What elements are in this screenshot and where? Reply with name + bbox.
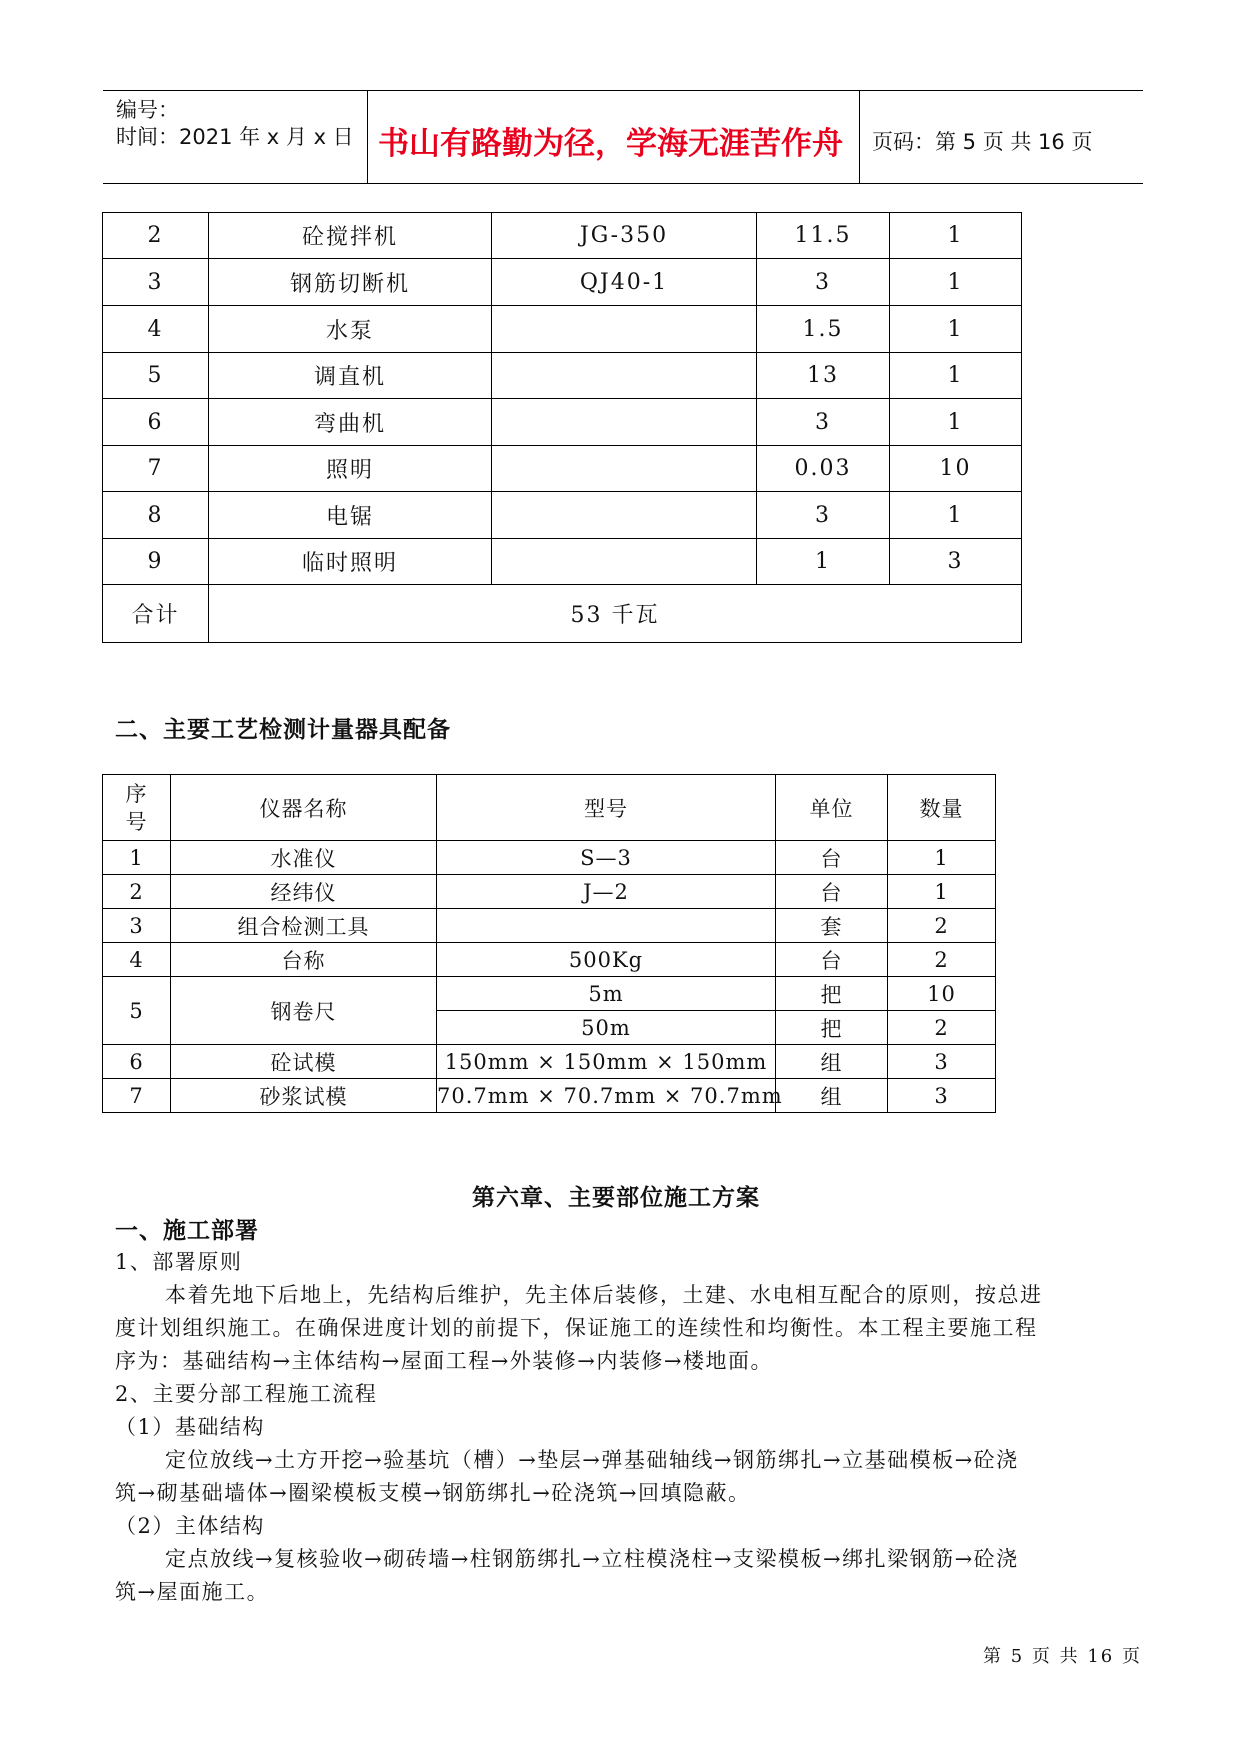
table-row: [103, 306, 1022, 353]
paragraph-line: 度计划组织施工。在确保进度计划的前提下，保证施工的连续性和均衡性。本工程主要施工程: [115, 1316, 1038, 1340]
paragraph-line: 定点放线→复核验收→砌砖墙→柱钢筋绑扎→立柱模浇柱→支梁模板→绑扎梁钢筋→砼浇: [165, 1547, 1019, 1571]
section-heading-instruments: 二、主要工艺检测计量器具配备: [115, 717, 451, 743]
equipment-qty: 1: [890, 353, 1022, 399]
instrument-model: 70.7mm × 70.7mm × 70.7mm: [437, 1079, 776, 1113]
row-no: 5: [103, 977, 171, 1045]
instrument-qty: 3: [888, 1045, 996, 1079]
table-row: [103, 213, 1022, 259]
equipment-qty: 10: [890, 446, 1022, 492]
row-no: 7: [103, 446, 209, 492]
header-bottom-rule: [103, 183, 1143, 184]
instrument-name: 砼试模: [171, 1045, 437, 1079]
paragraph-line: 筑→屋面施工。: [115, 1580, 270, 1604]
row-no: 4: [103, 943, 171, 977]
row-no: 9: [103, 539, 209, 585]
instrument-model: [437, 909, 776, 943]
header-model: 型号: [437, 775, 776, 841]
table-row: [103, 1079, 996, 1113]
instrument-qty: 2: [888, 943, 996, 977]
header-qty: 数量: [888, 775, 996, 841]
instrument-unit: 组: [776, 1045, 888, 1079]
table-row: [103, 259, 1022, 306]
table-row: [103, 492, 1022, 539]
row-no: 2: [103, 213, 209, 259]
table-row: [103, 841, 996, 875]
row-no: 3: [103, 259, 209, 306]
table-row: [103, 943, 996, 977]
header-motto: 书山有路勤为径，学海无涯苦作舟: [378, 126, 843, 162]
paragraph-title: 2、主要分部工程施工流程: [115, 1382, 378, 1406]
row-no: 1: [103, 841, 171, 875]
instrument-unit: 把: [776, 977, 888, 1011]
instrument-model: 5m: [437, 977, 776, 1011]
document-number-label: 编号：: [116, 98, 179, 122]
equipment-name: 弯曲机: [209, 399, 492, 446]
instrument-name: 组合检测工具: [171, 909, 437, 943]
table-row: [103, 875, 996, 909]
instrument-unit: 套: [776, 909, 888, 943]
equipment-name: 电锯: [209, 492, 492, 539]
document-time-label: 时间：2021 年 x 月 x 日: [116, 125, 354, 149]
equipment-model: [492, 492, 757, 539]
instrument-name: 钢卷尺: [171, 977, 437, 1045]
row-no: 6: [103, 399, 209, 446]
header-unit: 单位: [776, 775, 888, 841]
equipment-model: [492, 399, 757, 446]
instrument-qty: 10: [888, 977, 996, 1011]
row-no: 5: [103, 353, 209, 399]
row-no: 2: [103, 875, 171, 909]
subsection-title: （2）主体结构: [115, 1514, 265, 1538]
paragraph-line: 定位放线→土方开挖→验基坑（槽）→垫层→弹基础轴线→钢筋绑扎→立基础模板→砼浇: [165, 1448, 1019, 1472]
instrument-name: 砂浆试模: [171, 1079, 437, 1113]
instrument-qty: 2: [888, 909, 996, 943]
subsection-title: （1）基础结构: [115, 1415, 265, 1439]
instrument-model: 500Kg: [437, 943, 776, 977]
header-divider-right: [859, 90, 860, 183]
instrument-unit: 台: [776, 943, 888, 977]
table-row: [103, 909, 996, 943]
equipment-model: [492, 353, 757, 399]
equipment-power-table: [102, 212, 1022, 643]
instrument-unit: 台: [776, 841, 888, 875]
table-row: [103, 446, 1022, 492]
row-no: 3: [103, 909, 171, 943]
equipment-power: 11.5: [757, 213, 890, 259]
equipment-power: 3: [757, 259, 890, 306]
equipment-name: 临时照明: [209, 539, 492, 585]
table-row: [103, 1045, 996, 1079]
table-row: [103, 977, 996, 1011]
instrument-table: [102, 774, 996, 1113]
equipment-power: 13: [757, 353, 890, 399]
header-top-rule: [103, 90, 1143, 91]
total-row: [103, 585, 1022, 643]
chapter-title: 第六章、主要部位施工方案: [472, 1185, 760, 1211]
instrument-qty: 1: [888, 841, 996, 875]
instrument-qty: 1: [888, 875, 996, 909]
total-value: 53 千瓦: [209, 585, 1022, 643]
equipment-qty: 1: [890, 259, 1022, 306]
instrument-qty: 3: [888, 1079, 996, 1113]
row-no: 8: [103, 492, 209, 539]
paragraph-line: 序为：基础结构→主体结构→屋面工程→外装修→内装修→楼地面。: [115, 1349, 773, 1373]
instrument-name: 台称: [171, 943, 437, 977]
equipment-model: QJ40-1: [492, 259, 757, 306]
instrument-unit: 组: [776, 1079, 888, 1113]
equipment-qty: 1: [890, 399, 1022, 446]
page-footer: 第 5 页 共 16 页: [983, 1646, 1142, 1667]
instrument-model: S—3: [437, 841, 776, 875]
equipment-power: 3: [757, 399, 890, 446]
instrument-name: 水准仪: [171, 841, 437, 875]
equipment-qty: 1: [890, 492, 1022, 539]
instrument-model: J—2: [437, 875, 776, 909]
equipment-power: 1.5: [757, 306, 890, 353]
equipment-power: 0.03: [757, 446, 890, 492]
instrument-name: 经纬仪: [171, 875, 437, 909]
equipment-model: [492, 446, 757, 492]
row-no: 6: [103, 1045, 171, 1079]
equipment-name: 砼搅拌机: [209, 213, 492, 259]
equipment-qty: 3: [890, 539, 1022, 585]
total-label: 合计: [103, 585, 209, 643]
equipment-model: [492, 539, 757, 585]
header-page-label: 页码：第 5 页 共 16 页: [872, 130, 1093, 154]
equipment-name: 水泵: [209, 306, 492, 353]
equipment-power: 3: [757, 492, 890, 539]
instrument-unit: 台: [776, 875, 888, 909]
equipment-model: JG-350: [492, 213, 757, 259]
row-no: 7: [103, 1079, 171, 1113]
instrument-unit: 把: [776, 1011, 888, 1045]
instrument-model: 50m: [437, 1011, 776, 1045]
header-name: 仪器名称: [171, 775, 437, 841]
equipment-name: 调直机: [209, 353, 492, 399]
equipment-name: 照明: [209, 446, 492, 492]
table-row: [103, 399, 1022, 446]
header-no: 序号: [103, 775, 171, 841]
table-header-row: [103, 775, 996, 841]
equipment-power: 1: [757, 539, 890, 585]
row-no: 4: [103, 306, 209, 353]
equipment-name: 钢筋切断机: [209, 259, 492, 306]
instrument-qty: 2: [888, 1011, 996, 1045]
equipment-model: [492, 306, 757, 353]
paragraph-line: 本着先地下后地上，先结构后维护，先主体后装修，土建、水电相互配合的原则，按总进: [165, 1283, 1043, 1307]
paragraph-title: 1、部署原则: [115, 1250, 243, 1274]
table-row: [103, 539, 1022, 585]
equipment-qty: 1: [890, 306, 1022, 353]
table-row: [103, 353, 1022, 399]
equipment-qty: 1: [890, 213, 1022, 259]
instrument-model: 150mm × 150mm × 150mm: [437, 1045, 776, 1079]
section-heading-deployment: 一、施工部署: [115, 1218, 259, 1244]
paragraph-line: 筑→砌基础墙体→圈梁模板支模→钢筋绑扎→砼浇筑→回填隐蔽。: [115, 1481, 751, 1505]
